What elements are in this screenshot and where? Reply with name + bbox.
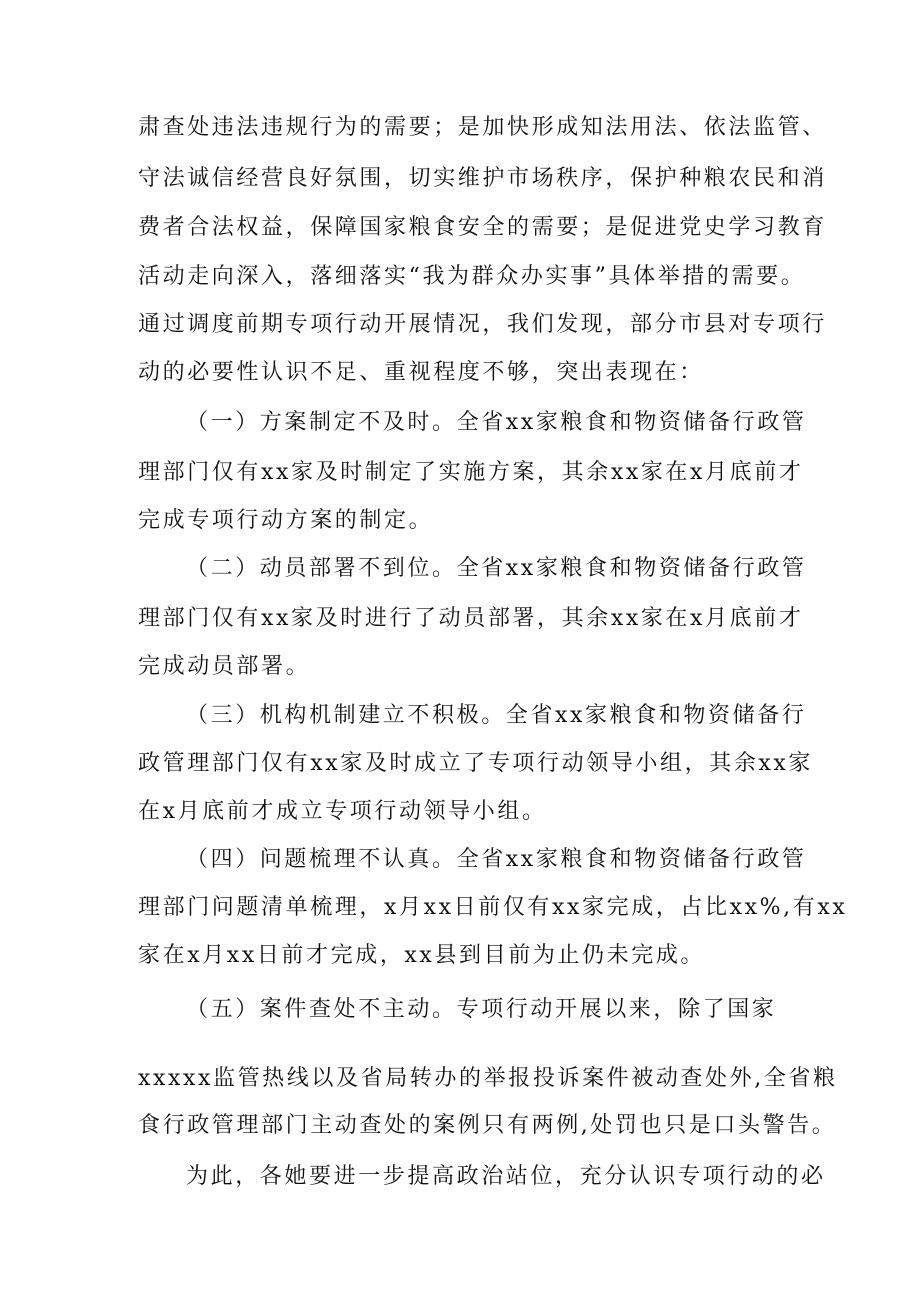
text-line: 食行政管理部门主动查处的案例只有两例,处罚也只是口头警告。	[138, 1113, 837, 1138]
text-line: 在x月底前才成立专项行动领导小组。	[138, 799, 547, 824]
paragraph-heading-line: （二）动员部署不到位。全省xx家粮食和物资储备行政管	[186, 556, 807, 581]
paragraph-heading-line: （一）方案制定不及时。全省xx家粮食和物资储备行政管	[186, 410, 807, 435]
text-line: 费者合法权益，保障国家粮食安全的需要；是促进党史学习教育	[138, 215, 827, 240]
paragraph-heading-line: （三）机构机制建立不积极。全省xx家粮食和物资储备行	[186, 703, 807, 728]
paragraph-heading-line: 为此，各她要进一步提高政治站位，充分认识专项行动的必	[186, 1164, 826, 1189]
paragraph-heading-line: （五）案件查处不主动。专项行动开展以来，除了国家	[186, 997, 777, 1022]
text-line: 肃查处违法违规行为的需要；是加快形成知法用法、依法监管、	[138, 115, 827, 140]
text-line: 理部门仅有xx家及时制定了实施方案，其余xx家在x月底前才	[138, 460, 804, 485]
text-line: 完成动员部署。	[138, 654, 311, 679]
text-line: 通过调度前期专项行动开展情况，我们发现，部分市县对专项行	[138, 312, 827, 337]
text-line: xxxxx监管热线以及省局转办的举报投诉案件被动查处外,全省粮	[138, 1066, 838, 1091]
text-line: 完成专项行动方案的制定。	[138, 508, 434, 533]
text-line: 守法诚信经营良好氛围，切实维护市场秩序，保护种粮农民和消	[138, 166, 827, 191]
text-line: 家在x月xx日前才完成，xx县到目前为止仍未完成。	[138, 943, 706, 968]
text-line: 政管理部门仅有xx家及时成立了专项行动领导小组，其余xx家	[138, 751, 814, 776]
text-line: 理部门仅有xx家及时进行了动员部署，其余xx家在x月底前才	[138, 606, 804, 631]
text-line: 活动走向深入，落细落实“我为群众办实事”具体举措的需要。	[138, 264, 806, 289]
text-line: 动的必要性认识不足、重视程度不够，突出表现在：	[138, 360, 704, 385]
text-line: 理部门问题清单梳理，x月xx日前仅有xx家完成，占比xx%,有xx	[138, 895, 848, 920]
paragraph-heading-line: （四）问题梳理不认真。全省xx家粮食和物资储备行政管	[186, 847, 807, 872]
